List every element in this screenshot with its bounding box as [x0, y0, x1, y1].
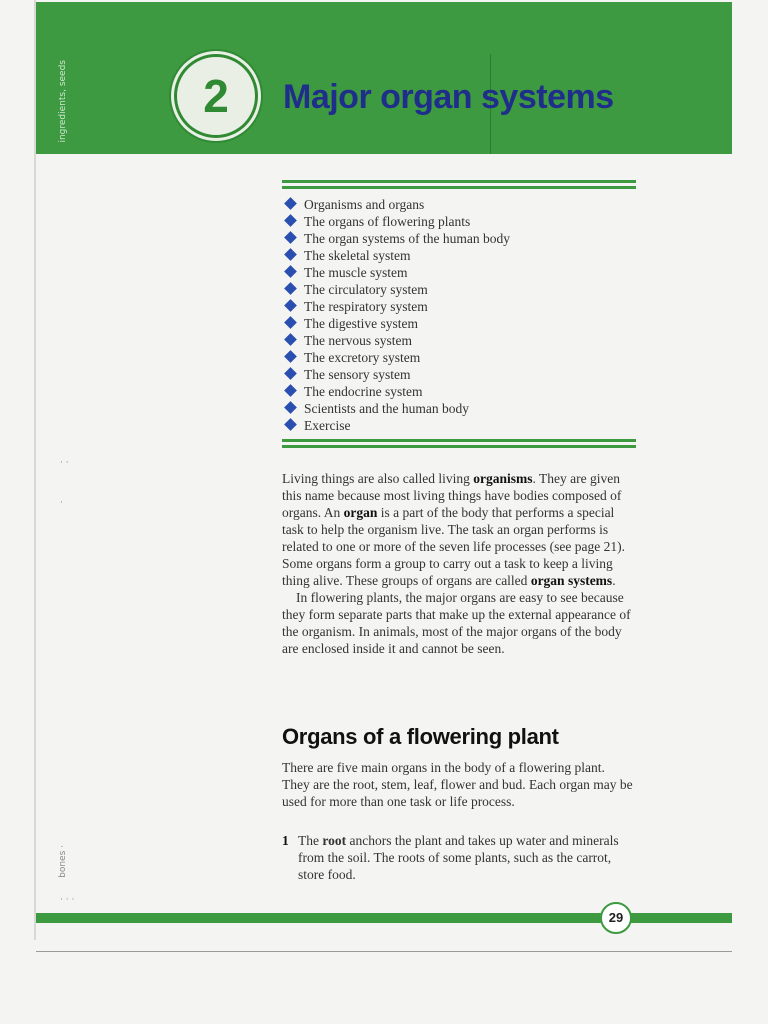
contents-item: The endocrine system — [284, 383, 510, 400]
diamond-bullet-icon — [284, 282, 297, 295]
diamond-bullet-icon — [284, 367, 297, 380]
margin-mark: · · — [60, 458, 69, 468]
item-text: The root anchors the plant and takes up water and minerals from the soil. The roots of some plants, such as the carrot, store food. — [298, 833, 619, 882]
chapter-title: Major organ systems — [283, 78, 614, 116]
diamond-bullet-icon — [284, 265, 297, 278]
diamond-bullet-icon — [284, 299, 297, 312]
key-term: organisms — [473, 471, 533, 486]
contents-item: Organisms and organs — [284, 196, 510, 213]
contents-bottom-rule — [282, 445, 636, 448]
diamond-bullet-icon — [284, 248, 297, 261]
contents-item: The respiratory system — [284, 298, 510, 315]
chapter-contents-list — [284, 196, 510, 434]
margin-mark: · — [60, 498, 63, 508]
contents-item: The circulatory system — [284, 281, 510, 298]
contents-item: The skeletal system — [284, 247, 510, 264]
diamond-bullet-icon — [284, 350, 297, 363]
diamond-bullet-icon — [284, 333, 297, 346]
diamond-bullet-icon — [284, 401, 297, 414]
section-heading: Organs of a flowering plant — [282, 724, 559, 749]
contents-top-rule — [282, 186, 636, 189]
intro-paragraph-2: In flowering plants, the major organs are easy to see because they form separate parts that make up the external appearance of the organism. In animals, most of the major organs of the body are enclosed inside it and cannot be seen. — [282, 590, 631, 656]
diamond-bullet-icon — [284, 231, 297, 244]
contents-item: The organs of flowering plants — [284, 213, 510, 230]
key-term: organ systems — [530, 573, 613, 588]
contents-item: The organ systems of the human body — [284, 230, 510, 247]
contents-item: Exercise — [284, 417, 510, 434]
item-number: 1 — [282, 833, 289, 848]
diamond-bullet-icon — [284, 197, 297, 210]
intro-text — [282, 470, 634, 657]
contents-item: Scientists and the human body — [284, 400, 510, 417]
diamond-bullet-icon — [284, 384, 297, 397]
diamond-bullet-icon — [284, 316, 297, 329]
margin-mark: bones · — [58, 845, 68, 878]
contents-top-rule — [282, 180, 636, 183]
section-paragraph: There are five main organs in the body of a flowering plant. They are the root, stem, leaf, flower and bud. Each organ may be used for more than one task or life process. — [282, 760, 633, 809]
margin-note: ingredients, seeds — [58, 60, 68, 143]
numbered-item — [282, 832, 634, 883]
page-bottom-edge — [36, 951, 732, 952]
diamond-bullet-icon — [284, 214, 297, 227]
contents-item: The excretory system — [284, 349, 510, 366]
contents-bottom-rule — [282, 439, 636, 442]
key-term: root — [322, 833, 347, 848]
contents-item: The muscle system — [284, 264, 510, 281]
page-number: 29 — [600, 902, 632, 934]
diamond-bullet-icon — [284, 418, 297, 431]
intro-paragraph-1: Living things are also called living organisms. They are given this name because most living things have bodies composed of organs. An organ is a part of the body that performs a special task to help the organism live. The task an organ performs is related to one or more of the seven life processes (see page 21). Some organs form a group to carry out a task to keep a living thing alive. These groups of organs are called organ systems. — [282, 471, 625, 588]
margin-mark: · · · — [60, 895, 75, 905]
key-term: organ — [343, 505, 378, 520]
contents-item: The sensory system — [284, 366, 510, 383]
contents-item: The nervous system — [284, 332, 510, 349]
chapter-number-badge — [174, 54, 258, 138]
contents-item: The digestive system — [284, 315, 510, 332]
chapter-number: 2 — [203, 70, 229, 122]
